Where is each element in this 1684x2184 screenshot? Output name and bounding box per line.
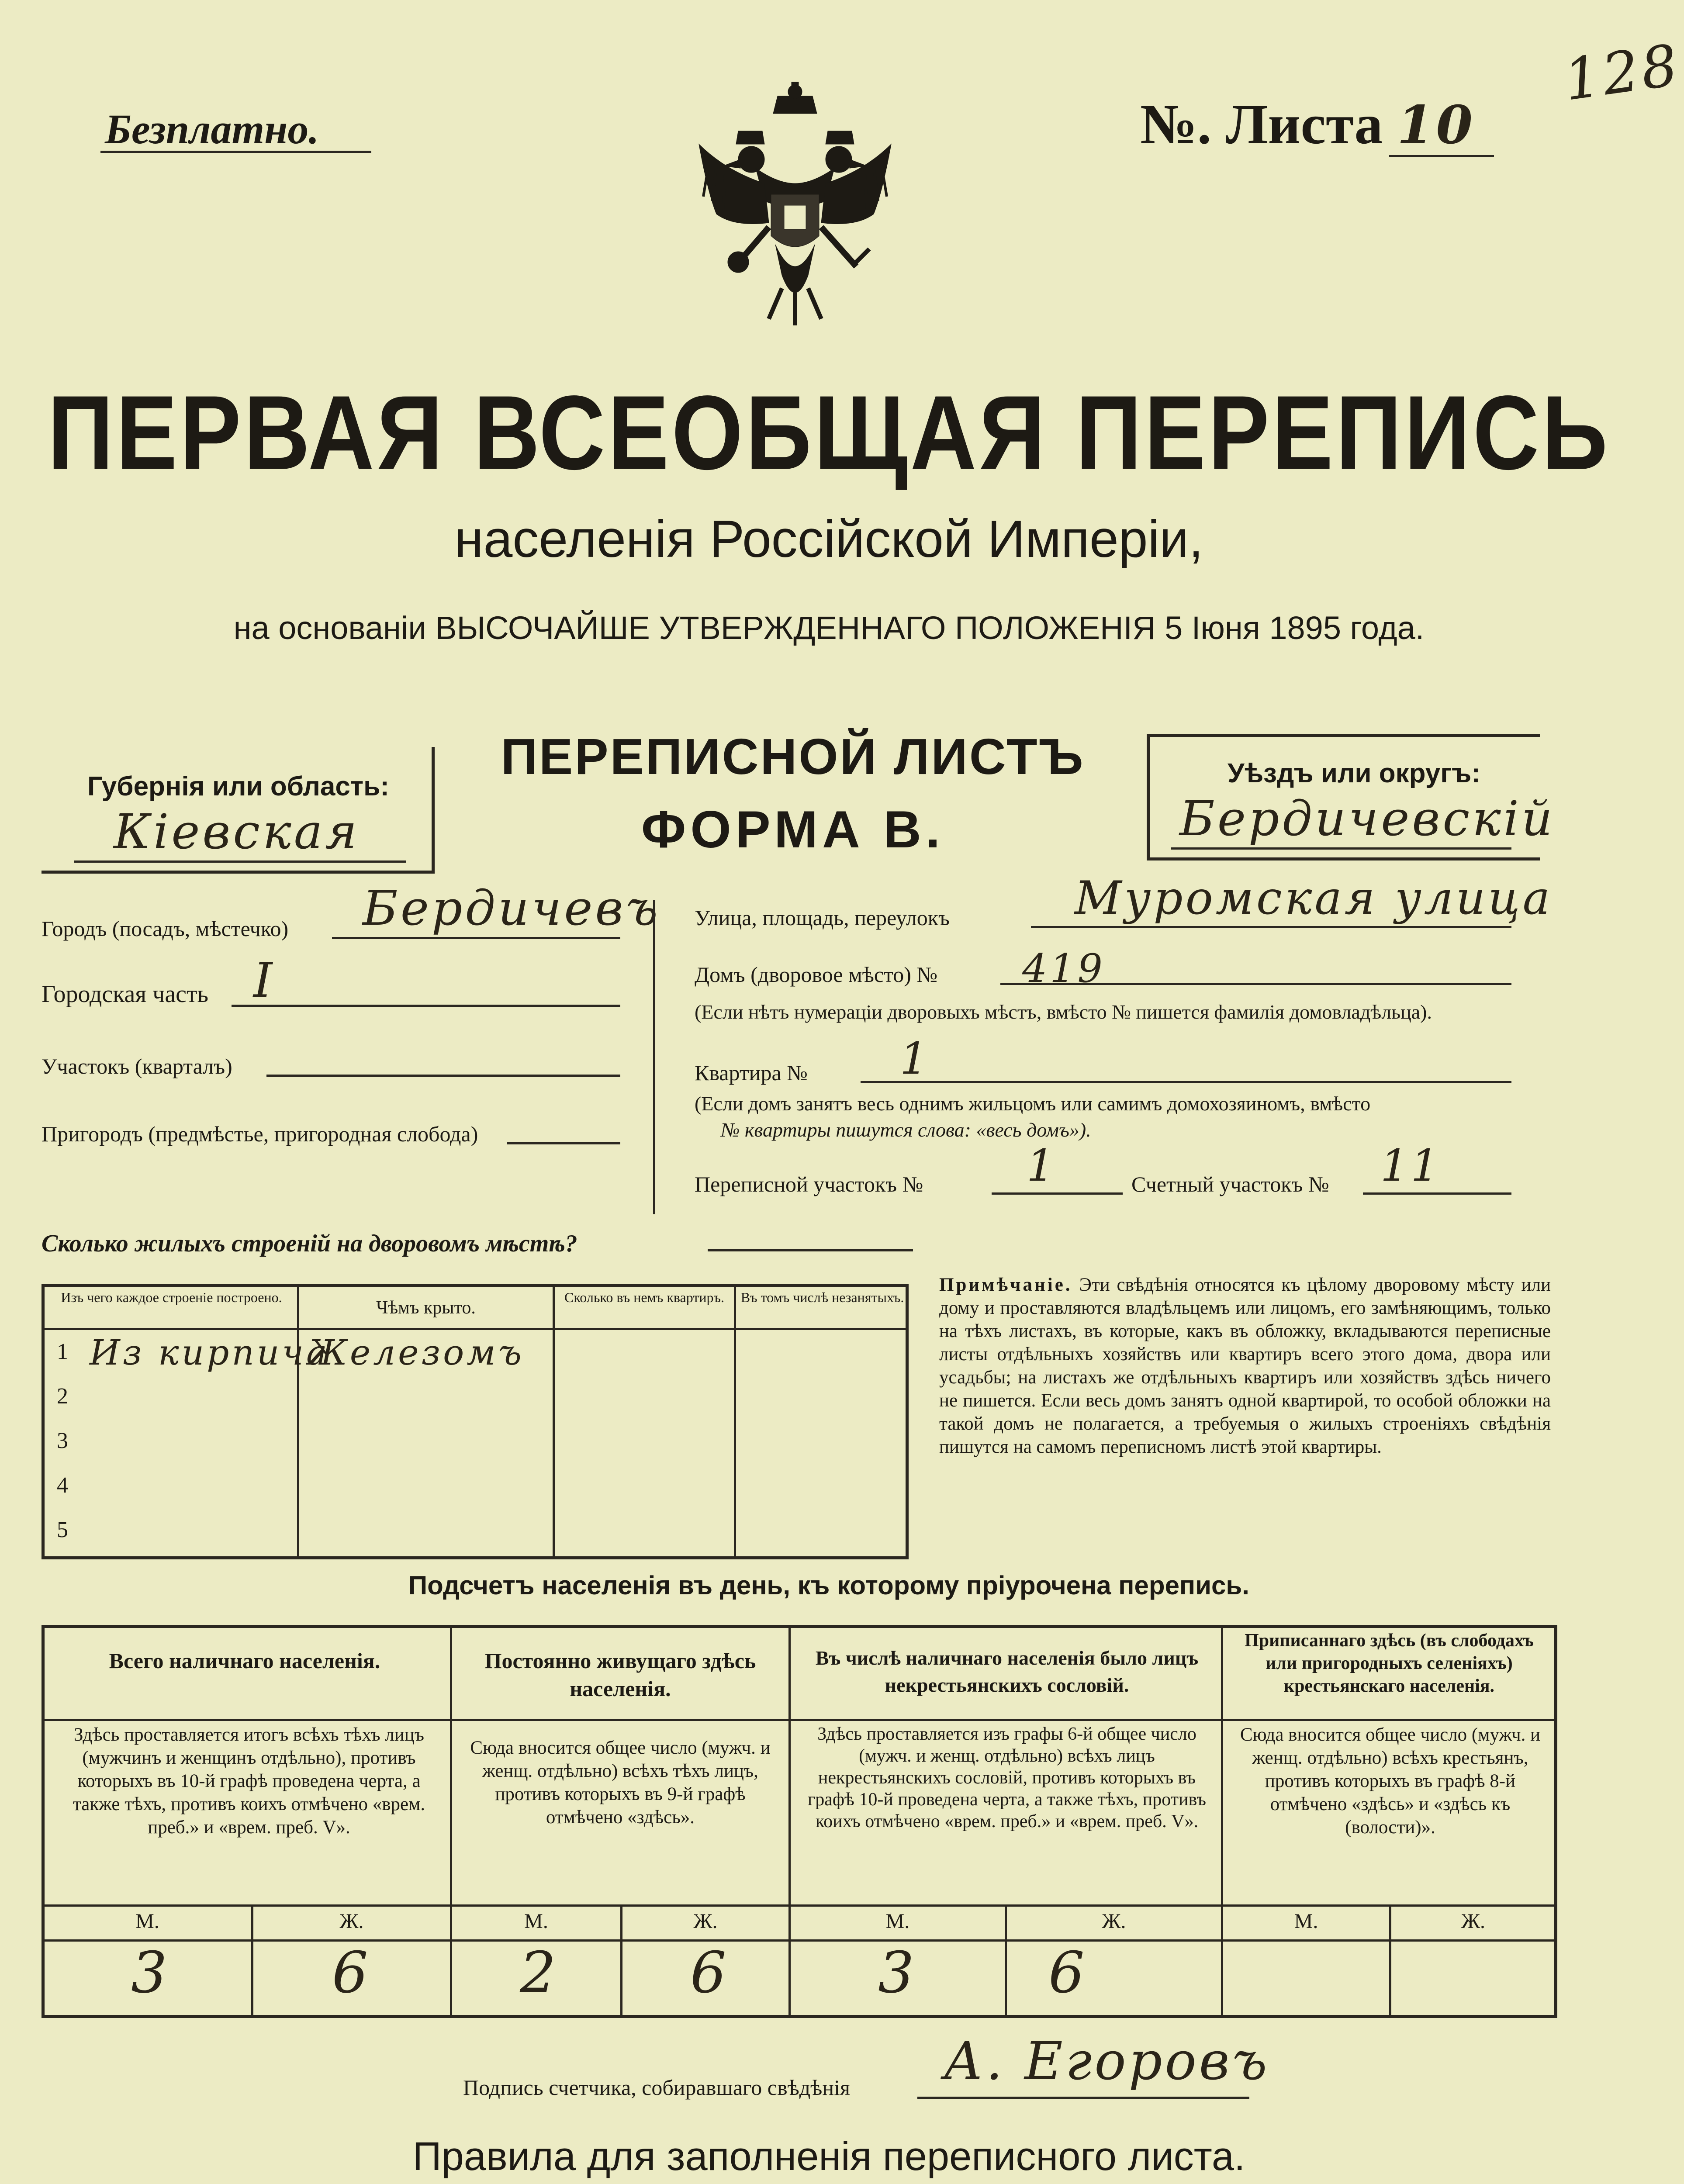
count-area-label: Счетный участокъ № xyxy=(1131,1172,1329,1196)
pop-col1-m-label: М. xyxy=(135,1910,159,1933)
gubernia-value: Кіевская xyxy=(114,804,360,860)
buildings-rows xyxy=(41,1330,909,1553)
apartment-value: 1 xyxy=(900,1033,930,1084)
pop-col3-head: Въ числѣ наличнаго населенія было лицъ некрестьянскихъ сословій. xyxy=(815,1647,1199,1696)
pop-col2-head: Постоянно живущаго здѣсь населенія. xyxy=(484,1648,756,1701)
note-text: Эти свѣдѣнія относятся къ цѣлому дворовому мѣсту или дому и проставляются владѣльцемъ или лицомъ, его замѣняющимъ, только на тѣхъ листахъ, въ которые, какъ въ обложку, вкладываются переписные листы отдѣльныхъ хозяйствъ или квартиръ всего этого дома, двора или усадьбы; на листахъ же отдѣльныхъ квартиръ или хозяйствъ здѣсь ничего не пишется. Если весь домъ занятъ одной квартирой, то особой обложки на такой домъ не полагается, а требуемыя о жилыхъ строеніяхъ свѣдѣнія пишутся на самомъ переписномъ листѣ этой квартиры. xyxy=(939,1275,1551,1457)
pop-col2-desc: Сюда вносится общее число (мужч. и женщ. отдѣльно) всѣхъ тѣхъ лицъ, противъ которыхъ въ 9-й графѣ отмѣчено «здѣсь». xyxy=(470,1738,771,1828)
table-row xyxy=(41,1508,909,1553)
gubernia-label: Губернія или область: xyxy=(87,771,389,802)
free-label: Безплатно. xyxy=(105,106,319,152)
pop-col2-f-label: Ж. xyxy=(693,1910,718,1933)
pop-col1-f-label: Ж. xyxy=(339,1910,364,1933)
pop-col2-f-value: 6 xyxy=(690,1939,729,2006)
imperial-eagle-emblem-icon xyxy=(681,83,909,328)
census-subtitle: населенія Россійской Имперіи, xyxy=(454,510,1203,568)
pop-col2-m-value: 2 xyxy=(520,1939,559,2006)
population-title: Подсчетъ населенія въ день, къ которому пріурочена перепись. xyxy=(408,1571,1249,1600)
census-area-value: 1 xyxy=(1027,1140,1057,1191)
pop-col2-m-label: М. xyxy=(524,1910,548,1933)
pop-col1-head: Всего наличнаго населенія. xyxy=(109,1648,380,1673)
form-name: ПЕРЕПИСНОЙ ЛИСТЪ xyxy=(501,728,1085,785)
table-row xyxy=(41,1375,909,1419)
suburb-label: Пригородъ (предмѣстье, пригородная слобода) xyxy=(41,1122,478,1146)
archive-corner-number: 128 xyxy=(1560,31,1684,114)
count-area-value: 11 xyxy=(1380,1140,1442,1191)
house-value: 419 xyxy=(1022,946,1105,992)
table-row xyxy=(41,1419,909,1464)
pop-col3-f-value: 6 xyxy=(1048,1939,1087,2006)
census-basis-line: на основаніи ВЫСОЧАЙШЕ УТВЕРЖДЕННАГО ПОЛОЖЕНІЯ 5 Іюня 1895 года. xyxy=(233,610,1425,646)
pop-col1-m-value: 3 xyxy=(131,1939,170,2006)
address-divider xyxy=(653,900,655,1214)
table-row xyxy=(41,1330,909,1375)
pop-col1-f-value: 6 xyxy=(332,1939,371,2006)
house-label: Домъ (дворовое мѣсто) № xyxy=(695,962,938,987)
buildings-col-unoccupied: Въ томъ числѣ незанятыхъ. xyxy=(740,1289,904,1305)
street-value: Муромская улица xyxy=(1075,871,1553,925)
buildings-col-apartments: Сколько въ немъ квартиръ. xyxy=(564,1289,724,1305)
row-number: 4 xyxy=(57,1473,68,1498)
census-main-title: ПЕРВАЯ ВСЕОБЩАЯ ПЕРЕПИСЬ xyxy=(47,373,1611,492)
street-label: Улица, площадь, переулокъ xyxy=(695,905,950,930)
buildings-col-material: Изъ чего каждое строеніе построено. xyxy=(61,1289,282,1305)
apartment-label: Квартира № xyxy=(695,1061,808,1085)
uezd-value: Бердичевскій xyxy=(1179,791,1555,847)
row-number: 2 xyxy=(57,1384,68,1409)
sheet-label: №. Листа xyxy=(1140,93,1383,156)
counter-signature: А. Егоровъ xyxy=(944,2031,1270,2092)
apartment-note-line-2: № квартиры пишутся слова: «весь домъ»). xyxy=(721,1119,1091,1141)
house-note: (Если нѣтъ нумераціи дворовыхъ мѣстъ, вмѣсто № пишется фамилія домовладѣльца). xyxy=(695,1001,1432,1023)
city-value: Бердичевъ xyxy=(363,880,660,936)
buildings-question: Сколько жилыхъ строеній на дворовомъ мѣстѣ? xyxy=(41,1230,577,1257)
city-part-label: Городская часть xyxy=(41,981,209,1008)
city-label: Городъ (посадъ, мѣстечко) xyxy=(41,916,289,941)
pop-col4-desc: Сюда вносится общее число (мужч. и женщ. отдѣльно) всѣхъ крестьянъ, противъ которыхъ въ графѣ 8-й отмѣчено «здѣсь» и «здѣсь къ (волости)». xyxy=(1240,1724,1541,1838)
sheet-number-label xyxy=(1140,92,1475,157)
pop-col1-desc: Здѣсь проставляется итогъ всѣхъ тѣхъ лицъ (мужчинъ и женщинъ отдѣльно), противъ которыхъ въ 10-й графѣ проведена черта, а также тѣхъ, противъ коихъ отмѣчено «врем. преб.» и «врем. преб. V». xyxy=(73,1724,425,1838)
city-part-value: I xyxy=(253,952,275,1008)
row-number: 1 xyxy=(57,1339,68,1364)
pop-col4-f-label: Ж. xyxy=(1461,1910,1485,1933)
pop-col3-f-label: Ж. xyxy=(1102,1910,1126,1933)
sheet-number: 10 xyxy=(1397,94,1476,156)
district-label: Участокъ (кварталъ) xyxy=(41,1054,232,1078)
pop-col3-m-label: М. xyxy=(885,1910,910,1933)
pop-col4-m-label: М. xyxy=(1294,1910,1318,1933)
table-row xyxy=(41,1464,909,1508)
pop-col3-desc: Здѣсь проставляется изъ графы 6-й общее число (мужч. и женщ. отдѣльно) всѣхъ лицъ некрестьянскихъ сословій, противъ которыхъ въ графѣ 10-й проведена черта, а также тѣхъ, противъ коихъ отмѣчено «врем. преб.» и «врем. преб. V». xyxy=(807,1724,1207,1832)
form-type: ФОРМА В. xyxy=(641,800,945,859)
row-roof: Железомъ xyxy=(308,1332,524,1373)
note-label: Примѣчаніе. xyxy=(939,1275,1072,1295)
uezd-label: Уѣздъ или округъ: xyxy=(1228,758,1480,788)
row-number: 3 xyxy=(57,1428,68,1453)
row-material: Из кирпича xyxy=(90,1332,330,1373)
row-number: 5 xyxy=(57,1517,68,1542)
pop-col4-head: Приписаннаго здѣсь (въ слободахъ или пригородныхъ селеніяхъ) крестьянскаго населенія. xyxy=(1245,1631,1534,1696)
buildings-col-roof: Чѣмъ крыто. xyxy=(376,1298,476,1318)
apartment-note-line-1: (Если домъ занятъ весь однимъ жильцомъ или самимъ домохозяиномъ, вмѣсто xyxy=(695,1092,1371,1115)
rules-title: Правила для заполненія переписного листа. xyxy=(412,2134,1245,2179)
buildings-note xyxy=(939,1273,1551,1458)
census-area-label: Переписной участокъ № xyxy=(695,1172,923,1196)
signature-label: Подпись счетчика, собиравшаго свѣдѣнія xyxy=(463,2075,850,2100)
pop-col3-m-value: 3 xyxy=(878,1939,917,2006)
